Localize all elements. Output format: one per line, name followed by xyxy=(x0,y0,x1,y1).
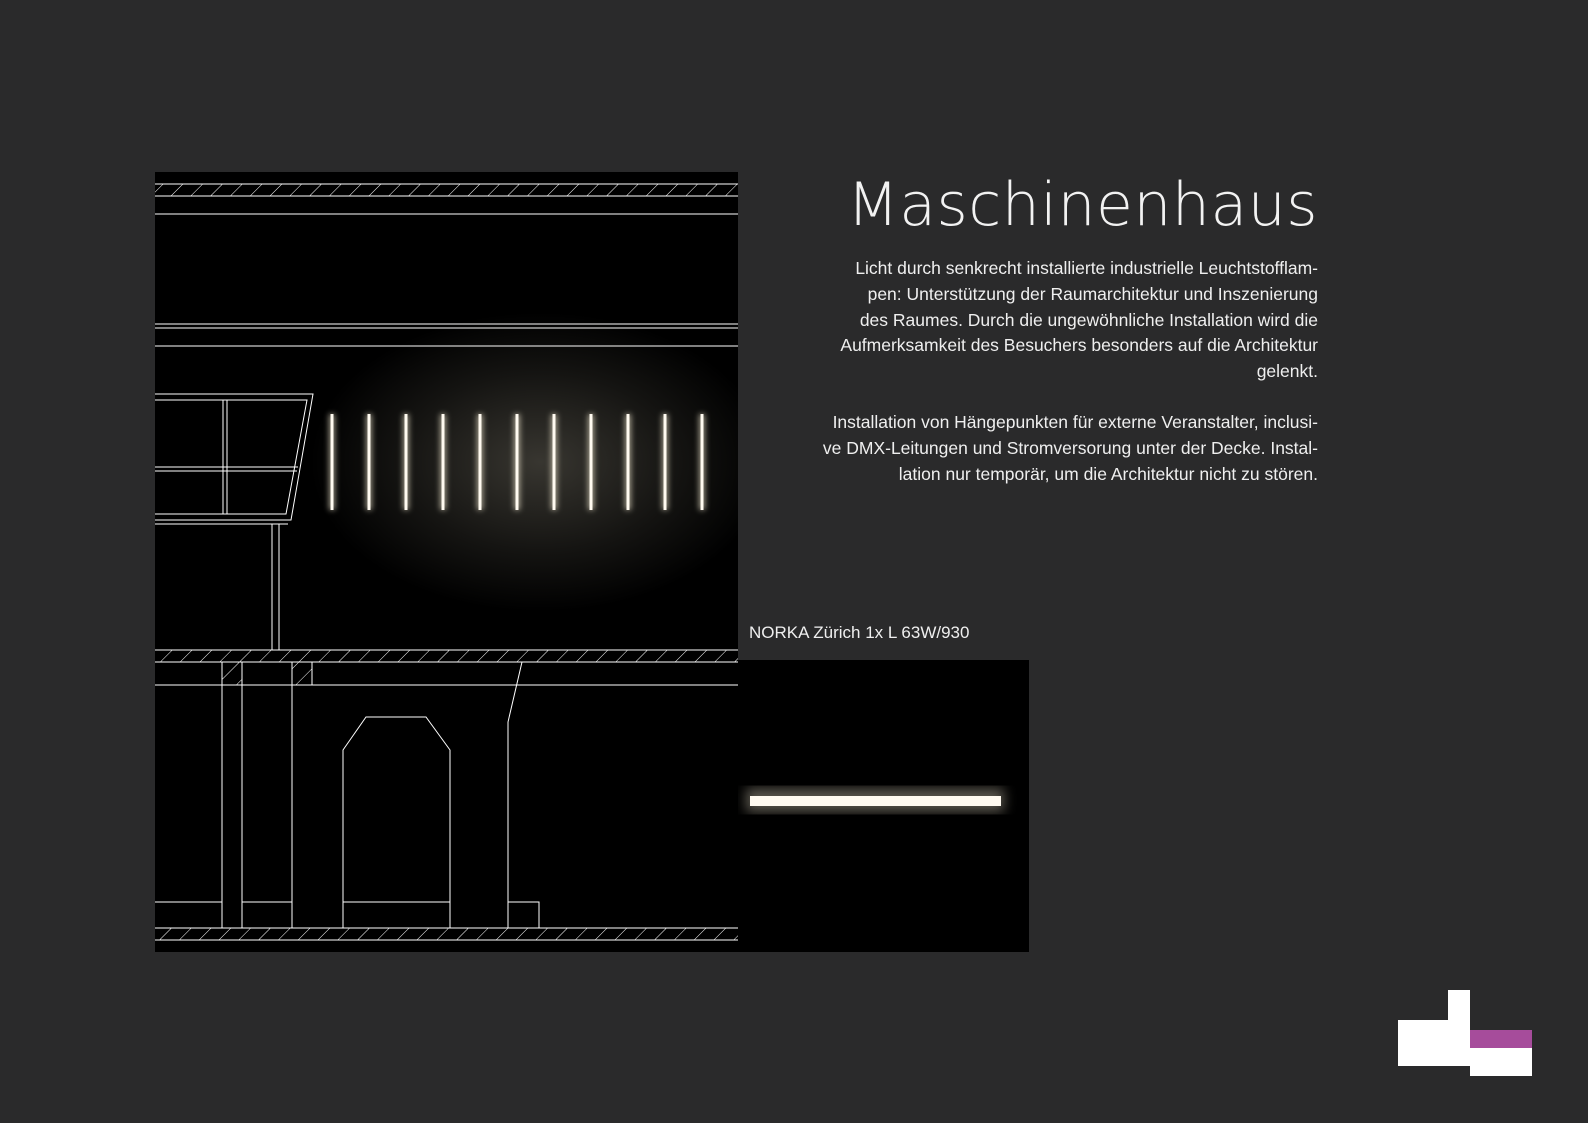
description-line: lation nur temporär, um die Architektur nicht zu stören. xyxy=(898,463,1318,484)
linear-lamp-icon xyxy=(738,660,1029,952)
section-drawing xyxy=(155,172,738,952)
lower-structure xyxy=(155,662,539,928)
brand-block-logo xyxy=(1398,990,1532,1076)
description-line: Aufmerksamkeit des Besuchers besonders auf die Architektur xyxy=(840,335,1318,356)
description-line: gelenkt. xyxy=(1256,361,1318,382)
top-slab-hatch xyxy=(155,184,738,196)
description-line: Installation von Hängepunkten für externe Veranstalter, inclusi- xyxy=(832,412,1318,432)
bottom-slab-hatch xyxy=(155,928,738,940)
description-line: ve DMX-Leitungen und Stromversorung unter der Decke. Instal- xyxy=(822,437,1318,458)
lamp-detail xyxy=(738,660,1029,952)
section-drawing-svg xyxy=(155,172,738,952)
description-paragraph-1 xyxy=(738,256,1318,385)
description-line: Licht durch senkrecht installierte industrielle Leuchtstofflam- xyxy=(855,258,1318,278)
mid-slab-hatch xyxy=(155,650,738,662)
gallery-window xyxy=(155,394,313,650)
lamp-glow xyxy=(310,312,738,612)
lamp-caption: NORKA Zürich 1x L 63W/930 xyxy=(749,623,970,642)
description-paragraph-2 xyxy=(738,410,1318,487)
description-line: pen: Unterstützung der Raumarchitektur und Inszenierung xyxy=(867,283,1318,304)
page-title: Maschinenhaus xyxy=(846,170,1318,240)
description-line: des Raumes. Durch die ungewöhnliche Installation wird die xyxy=(859,309,1318,330)
